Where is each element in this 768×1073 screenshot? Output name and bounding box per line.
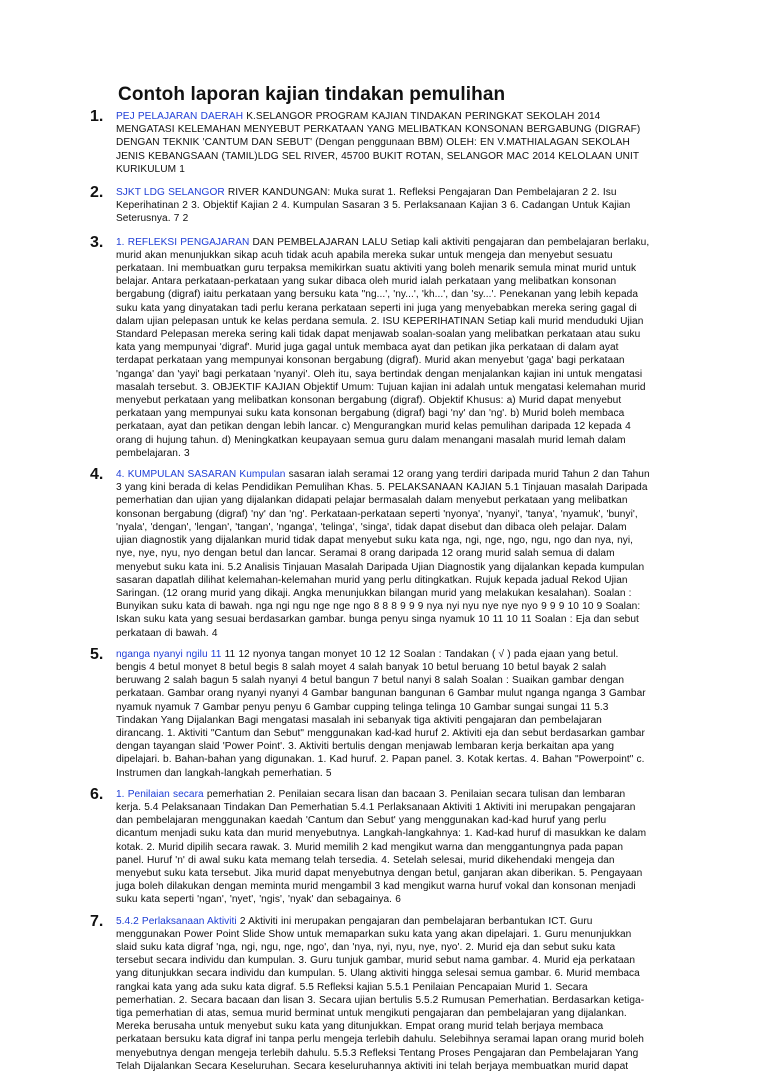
item-number: 3. [90,233,104,251]
item-link[interactable]: 1. Penilaian secara [116,788,204,800]
item-body [116,788,650,907]
item-link[interactable]: PEJ PELAJARAN DAERAH [116,111,244,122]
item-link[interactable]: 5.4.2 Perlaksanaan Aktiviti [116,915,237,927]
item-number: 7. [90,912,104,930]
list-item-6 [90,785,650,907]
item-link[interactable]: 4. KUMPULAN SASARAN Kumpulan [116,469,286,481]
item-body [116,468,650,640]
item-link[interactable]: 1. REFLEKSI PENGAJARAN [116,236,250,248]
item-number: 6. [90,785,104,803]
item-body [116,186,650,226]
report-list [90,110,650,1073]
item-text: sasaran ialah seramai 12 orang yang terdiri daripada murid Tahun 2 dan Tahun 3 yang kini berada di kelas Pendidikan Pemulihan Khas. 5. PELAKSANAAN KAJIAN 5.1 Tinjauan masalah Daripada pemerhatian dan ujian yang dijalankan didapati pelajar bermasalah dalam menyebut perkataan yang melibatkan konsonan bergabung (digraf) 'ny' dan 'ng'. Perkataan-perkataan seperti 'nyonya', 'nyanyi', 'tanya', 'nyamuk', 'bunyi', 'nyala', 'dengan', 'lengan', 'tangan', 'nganga', 'telinga', 'singa', tidak dapat disebut dan dibaca oleh pelajar. Dalam ujian diagnostik yang dijalankan murid tidak dapat menyebut suku kata nga, ngi, nge, ngo, ngu, ngo dan nya, nyi, nye, nye, nyu, nyo dengan betul dan lancar. Seramai 8 orang daripada 12 orang murid salah semua di dalam menyebut suku kata ini. 5.2 Analisis Tinjauan Masalah Daripada Ujian Diagnostik yang dijalankan kepada kumpulan sasaran dapatlah dilihat kelemahan-kelemahan murid yang perlu ditingkatkan. Rujuk kepada jadual Rekod Ujian Saringan. (12 orang murid yang dikaji. Angka menunjukkan bilangan murid yang melakukan kesalahan). Soalan : Bunyikan suku kata di bawah. nga ngi ngu nge nge ngo 8 8 8 9 9 9 nya nyi nyu nye nye nyo 9 9 9 10 10 9 Soalan: Iskan suku kata yang sesuai berdasarkan gambar. bunga penyu singa nyamuk 10 11 10 11 Soalan : Eja dan sebut perkataan di bawah. 4 [116,469,650,639]
item-text: K.SELANGOR PROGRAM KAJIAN TINDAKAN PERINGKAT SEKOLAH 2014 MENGATASI KELEMAHAN MENYEBUT PERKATAAN YANG MELIBATKAN KONSONAN BERGABUNG (DIGRAF) DENGAN TEKNIK 'CANTUM DAN SEBUT' (Dengan penggunaan BBM) OLEH: EN V.MATHIALAGAN SEKOLAH JENIS KEBANGSAAN (TAMIL)LDG SEL RIVER, 45700 BUKIT ROTAN, SELANGOR MAC 2014 KELOLAAN UNIT KURIKULUM 1 [116,111,641,175]
item-number: 4. [90,466,104,484]
list-item-5 [90,645,650,780]
item-text: RIVER KANDUNGAN: Muka surat 1. Refleksi Pengajaran Dan Pembelajaran 2 2. Isu Keperihatinan 2 3. Objektif Kajian 2 4. Kumpulan Sasaran 3 5. Perlaksanaan Kajian 3 6. Cadangan Untuk Kajian Seterusnya. 7 2 [116,187,631,225]
item-text: DAN PEMBELAJARAN LALU Setiap kali aktiviti pengajaran dan pembelajaran berlaku, murid akan menunjukkan sikap acuh tidak acuh apabila mereka sukar untuk mengeja dan menyebut sesuatu perkataan. Ini membuatkan guru terpaksa memikirkan suatu aktiviti yang boleh menarik semula minat murid untuk belajar. Antara perkataan-perkataan yang sukar dibaca oleh murid ialah perkataan yang melibatkan konsonan bergabung (digraf) iaitu perkataan yang bersuku kata "ng...', 'ny...', 'kh...', dan 'sy...'. Penekanan yang lebih kepada suku kata yang dinyatakan tadi perlu kerana perkataan seperti ini juga yang menyebabkan mereka sering gagal di dalam ujian pelepasan untuk ke kelas perdana semula. 2. ISU KEPERIHATINAN Setiap kali murid menduduki Ujian Standard Pelepasan mereka sering kali tidak dapat menjawab soalan-soalan yang melibatkan perkataan atau suku kata yang mempunyai 'digraf'. Murid juga gagal untuk membaca ayat dan petikan jika perkataan di dalam ayat terdapat perkataan yang mempunyai konsonan bergabung (digraf). Murid akan menyebut 'gaga' bagi perkataan 'nganga' dan 'yayi' bagi perkataan 'nyanyi'. Oleh itu, saya bertindak dengan menjalankan kajian ini untuk mengatasi masalah tersebut. 3. OBJEKTIF KAJIAN Objektif Umum: Tujuan kajian ini adalah untuk mengatasi kelemahan murid menyebut perkataan yang melibatkan konsonan bergabung (digraf). Objektif Khusus: a) Murid dapat menyebut perkataan yang mempunyai suku kata konsonan bergabung (digraf) bagi 'ny' dan 'ng'. b) Murid boleh membaca perkataan, ayat dan petikan dengan lebih lancar. c) Mengurangkan murid kelas pemulihan daripada 12 kepada 4 orang di hujung tahun. d) Meningkatkan keupayaan semua guru dalam menangani masalah murid lemah dalam pembelajaran. 3 [116,236,650,459]
list-item-2 [90,186,650,226]
item-body [116,110,650,176]
list-item-4 [90,468,650,640]
item-body [116,236,650,460]
item-number: 5. [90,645,104,663]
item-text: 11 12 nyonya tangan monyet 10 12 12 Soalan : Tandakan ( √ ) pada ejaan yang betul. bengis 4 betul monyet 8 betul begis 8 salah moyet 4 salah banyak 10 betul beruang 10 betul bayak 2 salah beruwang 2 salah bagun 5 salah nyanyi 4 betul bangun 7 betul nanyi 8 salah Soalan : Suaikan gambar dengan perkataan. Gambar orang nyanyi nyanyi 4 Gambar bangunan bangunan 6 Gambar mulut nganga nganga 3 Gambar nyamuk nyamuk 7 Gambar penyu penyu 6 Gambar cupping telinga telinga 10 Gambar sungai sungai 11 5.3 Tindakan Yang Dijalankan Bagi mengatasi masalah ini sebanyak tiga aktiviti pengajaran dan pembelajaran dirancang. 1. Aktiviti "Cantum dan Sebut" menggunakan kad-kad huruf 2. Aktiviti eja dan sebut berdasarkan gambar dengan tayangan slaid 'Power Point'. 3. Aktiviti bertulis dengan menjawab lembaran kerja berkaitan apa yang dipelajari. b. Bahan-bahan yang digunakan. 1. Kad huruf. 2. Papan panel. 3. Kotak kertas. 4. Bahan "Powerpoint" c. Instrumen dan langkah-langkah pemerhatian. 5 [116,648,646,779]
item-number: 1. [90,108,104,125]
item-link[interactable]: nganga nyanyi ngilu 11 [116,648,222,660]
list-item-1 [90,110,650,176]
item-text: pemerhatian 2. Penilaian secara lisan dan bacaan 3. Penilaian secara tulisan dan lembaran kerja. 5.4 Pelaksanaan Tindakan Dan Pemerhatian 5.4.1 Perlaksanaan Aktiviti 1 Aktiviti ini merupakan pengajaran dan pembelajaran menggunakan kaedah 'Cantum dan Sebut' yang menggunakan kad-kad huruf yang perlu dicantum menjadi suku kata dan murid menyebutnya. Langkah-langkahnya: 1. Kad-kad huruf di masukkan ke dalam kotak. 2. Murid dipilih secara rawak. 3. Murid memilih 2 kad mengikut warna dan menggantungnya pada papan panel. Huruf 'n' di awal suku kata memang telah tersedia. 4. Setelah selesai, murid dikehendaki mengeja dan menyebut suku kata tersebut. Jika murid dapat menyebutnya dengan betul, ganjaran akan diberikan. 5. Pengayaan juga boleh dilakukan dengan meminta murid mengambil 3 kad mengikut warna huruf vokal dan konsonan menjadi suku kata seperti 'ngan', 'nyet', 'ngis', 'nyak' dan sebagainya. 6 [116,788,647,906]
item-body [116,915,650,1073]
list-item-7 [90,912,650,1073]
item-body [116,648,650,780]
page-title: Contoh laporan kajian tindakan pemulihan [118,84,506,105]
item-number: 2. [90,184,104,202]
item-link[interactable]: SJKT LDG SELANGOR [116,187,225,199]
item-text: 2 Aktiviti ini merupakan pengajaran dan pembelajaran berbantukan ICT. Guru menggunakan Power Point Slide Show untuk memaparkan suku kata yang akan dipelajari. 1. Guru menunjukkan slaid suku kata digraf 'nga, ngi, ngu, nge, ngo', dan 'nya, nyi, nyu, nye, nyo'. 2. Murid eja dan sebut suku kata tersebut secara individu dan kumpulan. 3. Guru tunjuk gambar, murid sebut nama gambar. 4. Murid eja perkataan yang ditunjukkan secara individu dan kumpulan. 5. Ulang aktiviti hingga selesai semua gambar. 6. Murid membaca rangkai kata yang ada suku kata digraf. 5.5 Refleksi kajian 5.5.1 Penilaian Pencapaian Murid 1. Secara pemerhatian. 2. Secara bacaan dan lisan 3. Secara ujian bertulis 5.5.2 Rumusan Pemerhatian. Berdasarkan ketiga-tiga pemerhatian di atas, semua murid berminat untuk mengikuti pengajaran dan pembelajaran yang dijalankan. Mereka berusaha untuk menyebut suku kata yang ditunjukkan. Empat orang murid telah berjaya membaca perkataan bersuku kata digraf ini tanpa perlu mengeja terlebih dahulu. Selebihnya seramai lapan orang murid boleh menyebutnya dengan mengeja terlebih dahulu. 5.5.3 Refleksi Tentang Proses Pengajaran dan Pembelajaran Yang Telah Dijalankan Secara Keseluruhan. Secara keseluruhannya aktiviti ini telah berjaya membuatkan murid dapat [116,915,645,1072]
list-item-3 [90,233,650,460]
